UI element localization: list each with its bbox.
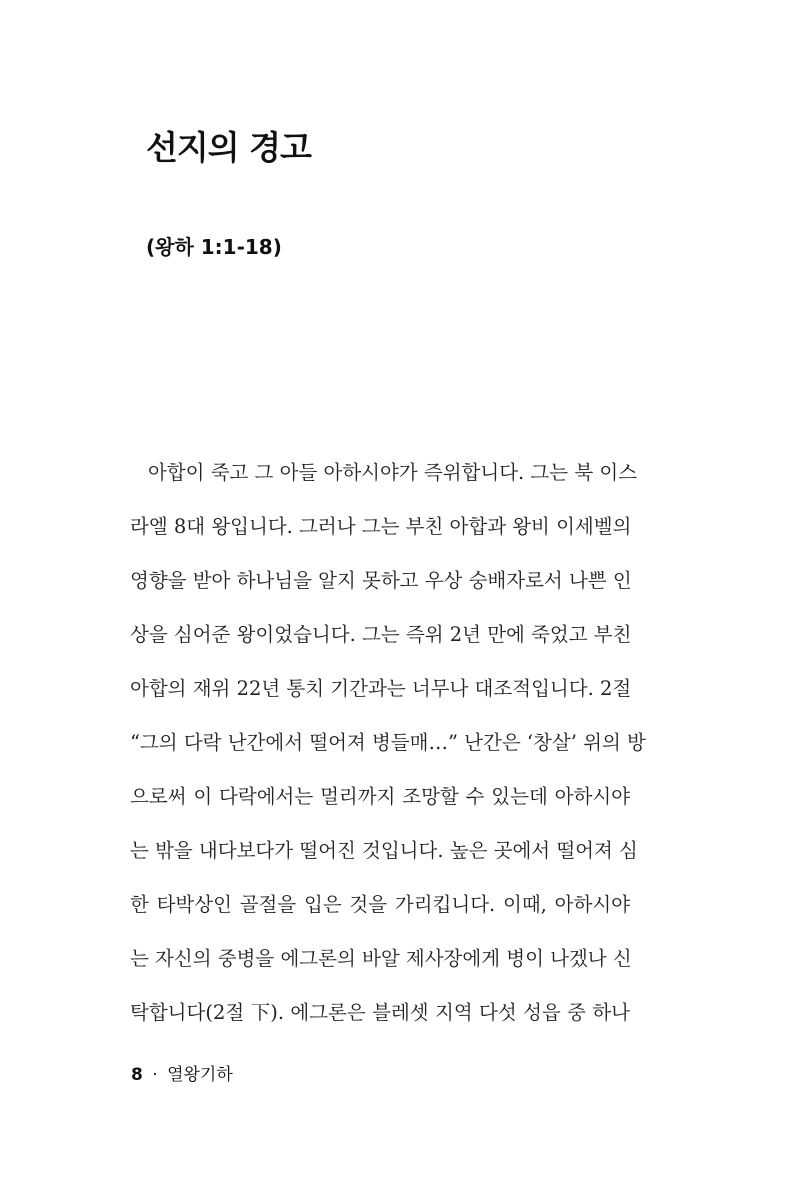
body-line: 으로써 이 다락에서는 멀리까지 조망할 수 있는데 아하시야	[130, 785, 630, 808]
footer-separator: ·	[152, 1065, 158, 1085]
body-line: 아합이 죽고 그 아들 아하시야가 즉위합니다. 그는 북 이스	[148, 461, 638, 484]
body-line: 탁합니다(2절 下). 에그론은 블레셋 지역 다섯 성읍 중 하나	[130, 1001, 630, 1024]
body-line: 영향을 받아 하나님을 알지 못하고 우상 숭배자로서 나쁜 인	[130, 569, 632, 592]
body-line: 라엘 8대 왕입니다. 그러나 그는 부친 아합과 왕비 이세벨의	[130, 515, 632, 538]
body-line: 한 타박상인 골절을 입은 것을 가리킵니다. 이때, 아하시야	[130, 893, 630, 916]
body-paragraph	[130, 456, 646, 1050]
book-title: 열왕기하	[167, 1065, 233, 1085]
body-line: “그의 다락 난간에서 떨어져 병들매…” 난간은 ‘창살’ 위의 방	[130, 731, 646, 754]
scripture-reference: (왕하 1:1-18)	[146, 235, 282, 259]
page-number: 8	[131, 1065, 143, 1085]
body-line: 아합의 재위 22년 통치 기간과는 너무나 대조적입니다. 2절	[130, 677, 632, 700]
body-line: 는 자신의 중병을 에그론의 바알 제사장에게 병이 나겠나 신	[130, 947, 632, 970]
page-footer	[131, 1060, 233, 1085]
body-line: 상을 심어준 왕이었습니다. 그는 즉위 2년 만에 죽었고 부친	[130, 623, 632, 646]
body-line: 는 밖을 내다보다가 떨어진 것입니다. 높은 곳에서 떨어져 심	[130, 839, 638, 862]
page-title: 선지의 경고	[146, 128, 311, 167]
